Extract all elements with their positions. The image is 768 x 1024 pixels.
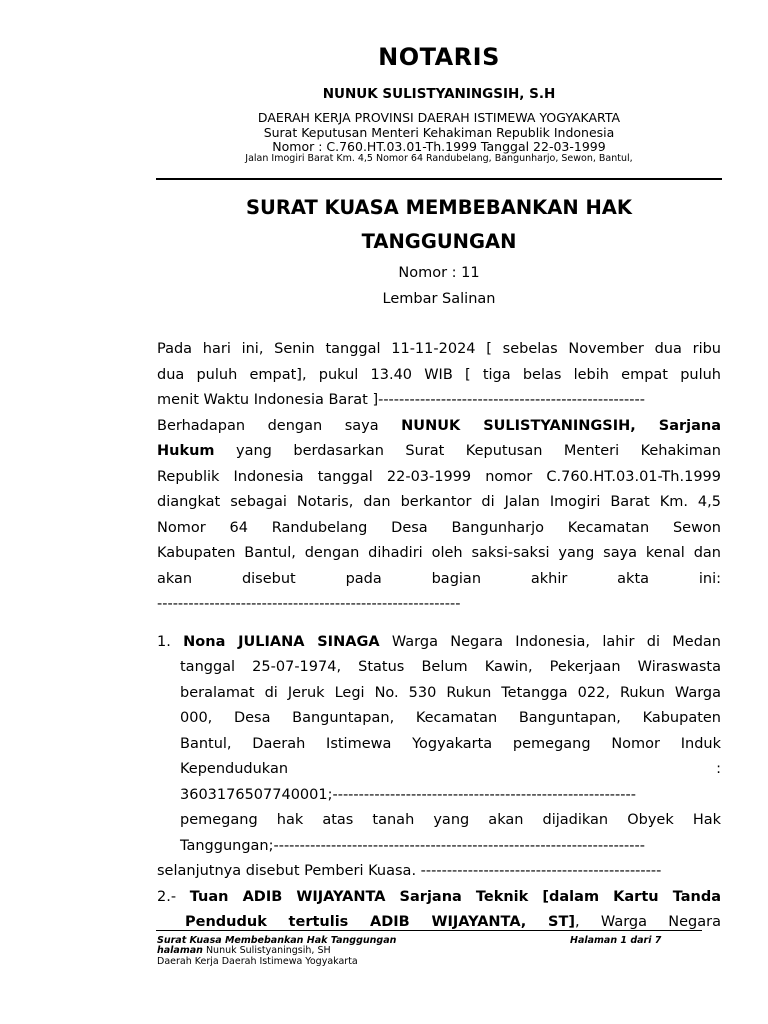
header-divider — [156, 178, 722, 180]
list-item-2 — [157, 885, 721, 911]
footer-notary-name: Nunuk Sulistyaningsih, SH — [202, 945, 331, 956]
body-line: ---------------------------------------------------------- — [157, 596, 461, 612]
header-address: Jalan Imogiri Barat Km. 4,5 Nomor 64 Randubelang, Bangunharjo, Sewon, Bantul, — [245, 153, 633, 164]
body-text: Warga Negara Indonesia, lahir di Medan — [379, 633, 721, 650]
body-line: 000, Desa Banguntapan, Kecamatan Banguntapan, Kabupaten — [180, 710, 721, 726]
party-id-bold: Penduduk tertulis ADIB WIJAYANTA, ST] — [185, 914, 576, 930]
header-region: DAERAH KERJA PROVINSI DAERAH ISTIMEWA YOGYAKARTA — [257, 110, 621, 125]
party-name-bold: Nona JULIANA SINAGA — [183, 633, 380, 650]
document-title-line-2: TANGGUNGAN — [361, 230, 517, 253]
header-notary-name: NUNUK SULISTYANINGSIH, S.H — [322, 86, 556, 102]
body-line: Tanggungan;----------------------------------------------------------------------- — [180, 837, 645, 854]
notary-title-bold: Hukum — [157, 443, 215, 459]
footer-doc-title: Surat Kuasa Membebankan Hak Tanggungan — [157, 935, 397, 946]
body-line: Pada hari ini, Senin tanggal 11-11-2024 [ sebelas November dua ribu — [157, 341, 721, 357]
document-copy-label: Lembar Salinan — [382, 291, 496, 307]
notary-name-bold: NUNUK SULISTYANINGSIH, Sarjana — [401, 417, 721, 434]
body-line: pemegang hak atas tanah yang akan dijadikan Obyek Hak — [180, 812, 721, 828]
body-line — [157, 414, 721, 440]
list-number: 2.- — [157, 888, 190, 905]
list-number: 1. — [157, 633, 184, 650]
body-line: 3603176507740001;---------------------------------------------------------- — [180, 786, 636, 803]
list-item-1 — [157, 630, 721, 656]
header-decree-number: Nomor : C.760.HT.03.01-Th.1999 Tanggal 22-03-1999 — [272, 139, 606, 154]
body-text: yang berdasarkan Surat Keputusan Menteri Kehakiman — [214, 443, 721, 459]
body-line: akan disebut pada bagian akhir akta ini: — [157, 570, 721, 587]
paragraph-gap — [157, 618, 721, 630]
footer-halaman-label: halaman — [157, 945, 203, 956]
body-line: tanggal 25-07-1974, Status Belum Kawin, Pekerjaan Wiraswasta — [180, 659, 721, 675]
header-office: NOTARIS — [378, 43, 500, 71]
document-title-line-1: SURAT KUASA MEMBEBANKAN HAK — [245, 196, 632, 219]
footer-region: Daerah Kerja Daerah Istimewa Yogyakarta — [157, 956, 358, 967]
body-line: Kabupaten Bantul, dengan dihadiri oleh saksi-saksi yang saya kenal dan — [157, 545, 721, 561]
header-decree: Surat Keputusan Menteri Kehakiman Republik Indonesia — [263, 125, 615, 140]
body-text: Berhadapan dengan saya — [157, 417, 402, 434]
body-line — [157, 439, 721, 465]
document-body — [157, 337, 721, 936]
body-line: dua puluh empat], pukul 13.40 WIB [ tiga belas lebih empat puluh — [157, 366, 721, 383]
body-line: Republik Indonesia tanggal 22-03-1999 nomor C.760.HT.03.01-Th.1999 — [157, 468, 721, 485]
body-line: Bantul, Daerah Istimewa Yogyakarta pemegang Nomor Induk — [180, 735, 721, 752]
footer-divider — [156, 930, 702, 931]
party-name-bold: Tuan ADIB WIJAYANTA Sarjana Teknik [dalam Kartu Tanda — [189, 888, 721, 905]
body-line: beralamat di Jeruk Legi No. 530 Rukun Tetangga 022, Rukun Warga — [180, 684, 721, 701]
body-line — [157, 910, 721, 936]
footer-notary — [157, 946, 331, 957]
body-line: Nomor 64 Randubelang Desa Bangunharjo Kecamatan Sewon — [157, 519, 721, 536]
body-line: menit Waktu Indonesia Barat ]--------------------------------------------------- — [157, 392, 645, 408]
body-line: diangkat sebagai Notaris, dan berkantor di Jalan Imogiri Barat Km. 4,5 — [157, 494, 721, 510]
body-text: , Warga Negara — [575, 914, 721, 930]
body-line: Kependudukan : — [180, 761, 721, 777]
document-number: Nomor : 11 — [398, 265, 480, 281]
footer-page-number: Halaman 1 dari 7 — [570, 935, 662, 946]
body-line: selanjutnya disebut Pemberi Kuasa. ---------------------------------------------- — [157, 863, 662, 879]
